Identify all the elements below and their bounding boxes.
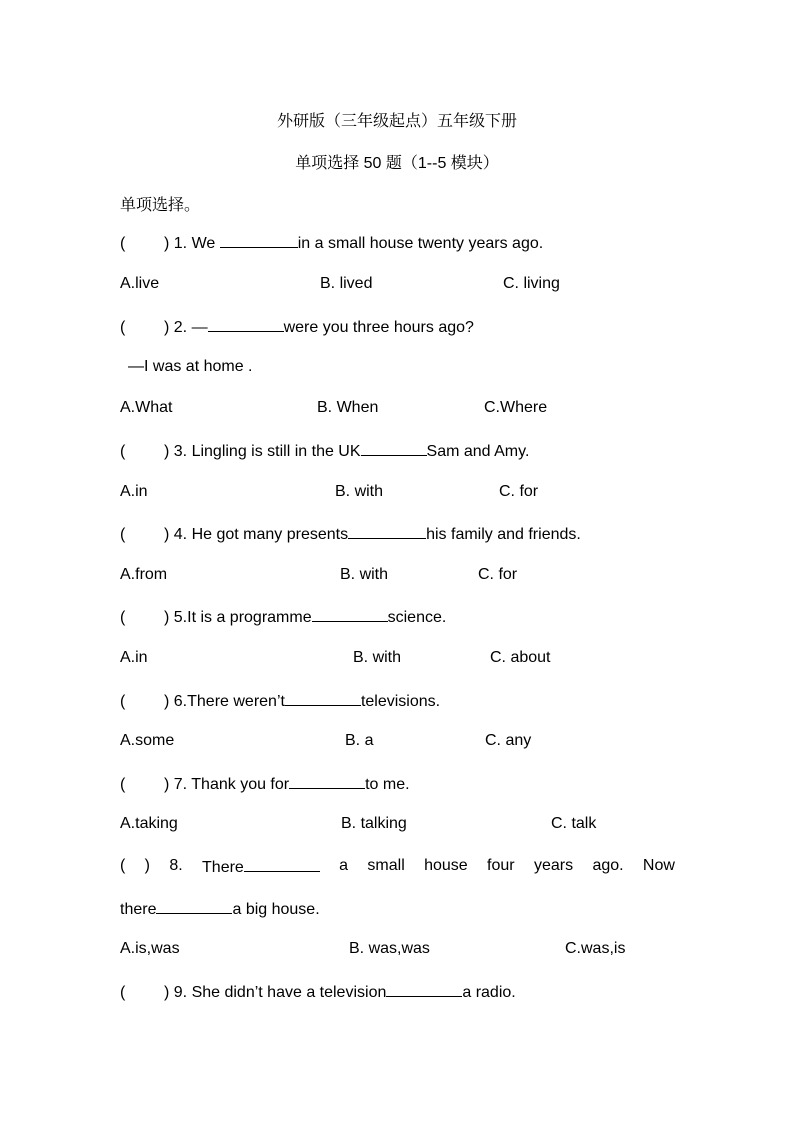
answer-blank[interactable] — [312, 607, 388, 622]
page-subtitle: 单项选择 50 题（1--5 模块） — [295, 155, 499, 172]
question-8: ( ) 8. There a small house four years ago. Now — [120, 857, 675, 876]
option-c: C. living — [503, 275, 560, 292]
answer-blank[interactable] — [289, 774, 365, 789]
option-b: B. a — [345, 732, 374, 749]
answer-blank[interactable] — [285, 691, 361, 706]
option-c: C. for — [478, 566, 518, 583]
option-c: C. about — [490, 649, 551, 666]
option-a: A.in — [120, 483, 148, 500]
question-2: ( ) 2. — were you three hours ago? — [120, 319, 474, 336]
answer-blank[interactable] — [244, 857, 320, 872]
answer-blank[interactable] — [156, 899, 232, 914]
question-6: ( ) 6.There weren’t televisions. — [120, 693, 441, 710]
option-b: B. with — [353, 649, 402, 666]
question-7: ( ) 7. Thank you for to me. — [120, 776, 410, 793]
question-4: ( ) 4. He got many presents his family and friends. — [120, 526, 581, 543]
option-a: A.What — [120, 399, 173, 416]
option-b: B. lived — [320, 275, 373, 292]
option-c: C. talk — [551, 815, 597, 832]
option-a: A.is,was — [120, 940, 180, 957]
option-b: B. with — [340, 566, 389, 583]
option-c: C. any — [485, 732, 532, 749]
answer-blank[interactable] — [361, 441, 427, 456]
option-a: A.some — [120, 732, 175, 749]
answer-blank[interactable] — [348, 524, 426, 539]
question-3: ( ) 3. Lingling is still in the UK Sam and Amy. — [120, 443, 530, 460]
answer-paren[interactable]: ( — [120, 693, 126, 710]
option-a: A.in — [120, 649, 148, 666]
option-b: B. When — [317, 399, 379, 416]
question-1: ( ) 1. We in a small house twenty years ago. — [120, 235, 544, 252]
option-a: A.live — [120, 275, 160, 292]
answer-paren[interactable]: ( — [120, 609, 126, 626]
answer-paren[interactable]: ( — [120, 857, 126, 874]
answer-paren[interactable]: ( — [120, 443, 126, 460]
answer-blank[interactable] — [220, 233, 298, 248]
answer-paren[interactable]: ( — [120, 984, 126, 1001]
option-a: A.from — [120, 566, 168, 583]
answer-paren[interactable]: ( — [120, 319, 126, 336]
paren-close: ) — [144, 857, 150, 874]
option-b: B. with — [335, 483, 384, 500]
question-2-reply: —I was at home . — [128, 358, 253, 375]
option-c: C.Where — [484, 399, 548, 416]
answer-paren[interactable]: ( — [120, 776, 126, 793]
answer-blank[interactable] — [386, 982, 462, 997]
answer-paren[interactable]: ( — [120, 526, 126, 543]
option-c: C. for — [499, 483, 539, 500]
answer-blank[interactable] — [208, 317, 284, 332]
question-5: ( ) 5.It is a programme science. — [120, 609, 447, 626]
page-title: 外研版（三年级起点）五年级下册 — [276, 113, 517, 130]
answer-paren[interactable]: ( — [120, 235, 126, 252]
instruction: 单项选择。 — [120, 197, 201, 214]
question-8-line2: there a big house. — [120, 901, 320, 918]
question-9: ( ) 9. She didn’t have a television a radio. — [120, 984, 516, 1001]
option-b: B. talking — [341, 815, 407, 832]
option-a: A.taking — [120, 815, 178, 832]
option-c: C.was,is — [565, 940, 626, 957]
option-b: B. was,was — [349, 940, 430, 957]
